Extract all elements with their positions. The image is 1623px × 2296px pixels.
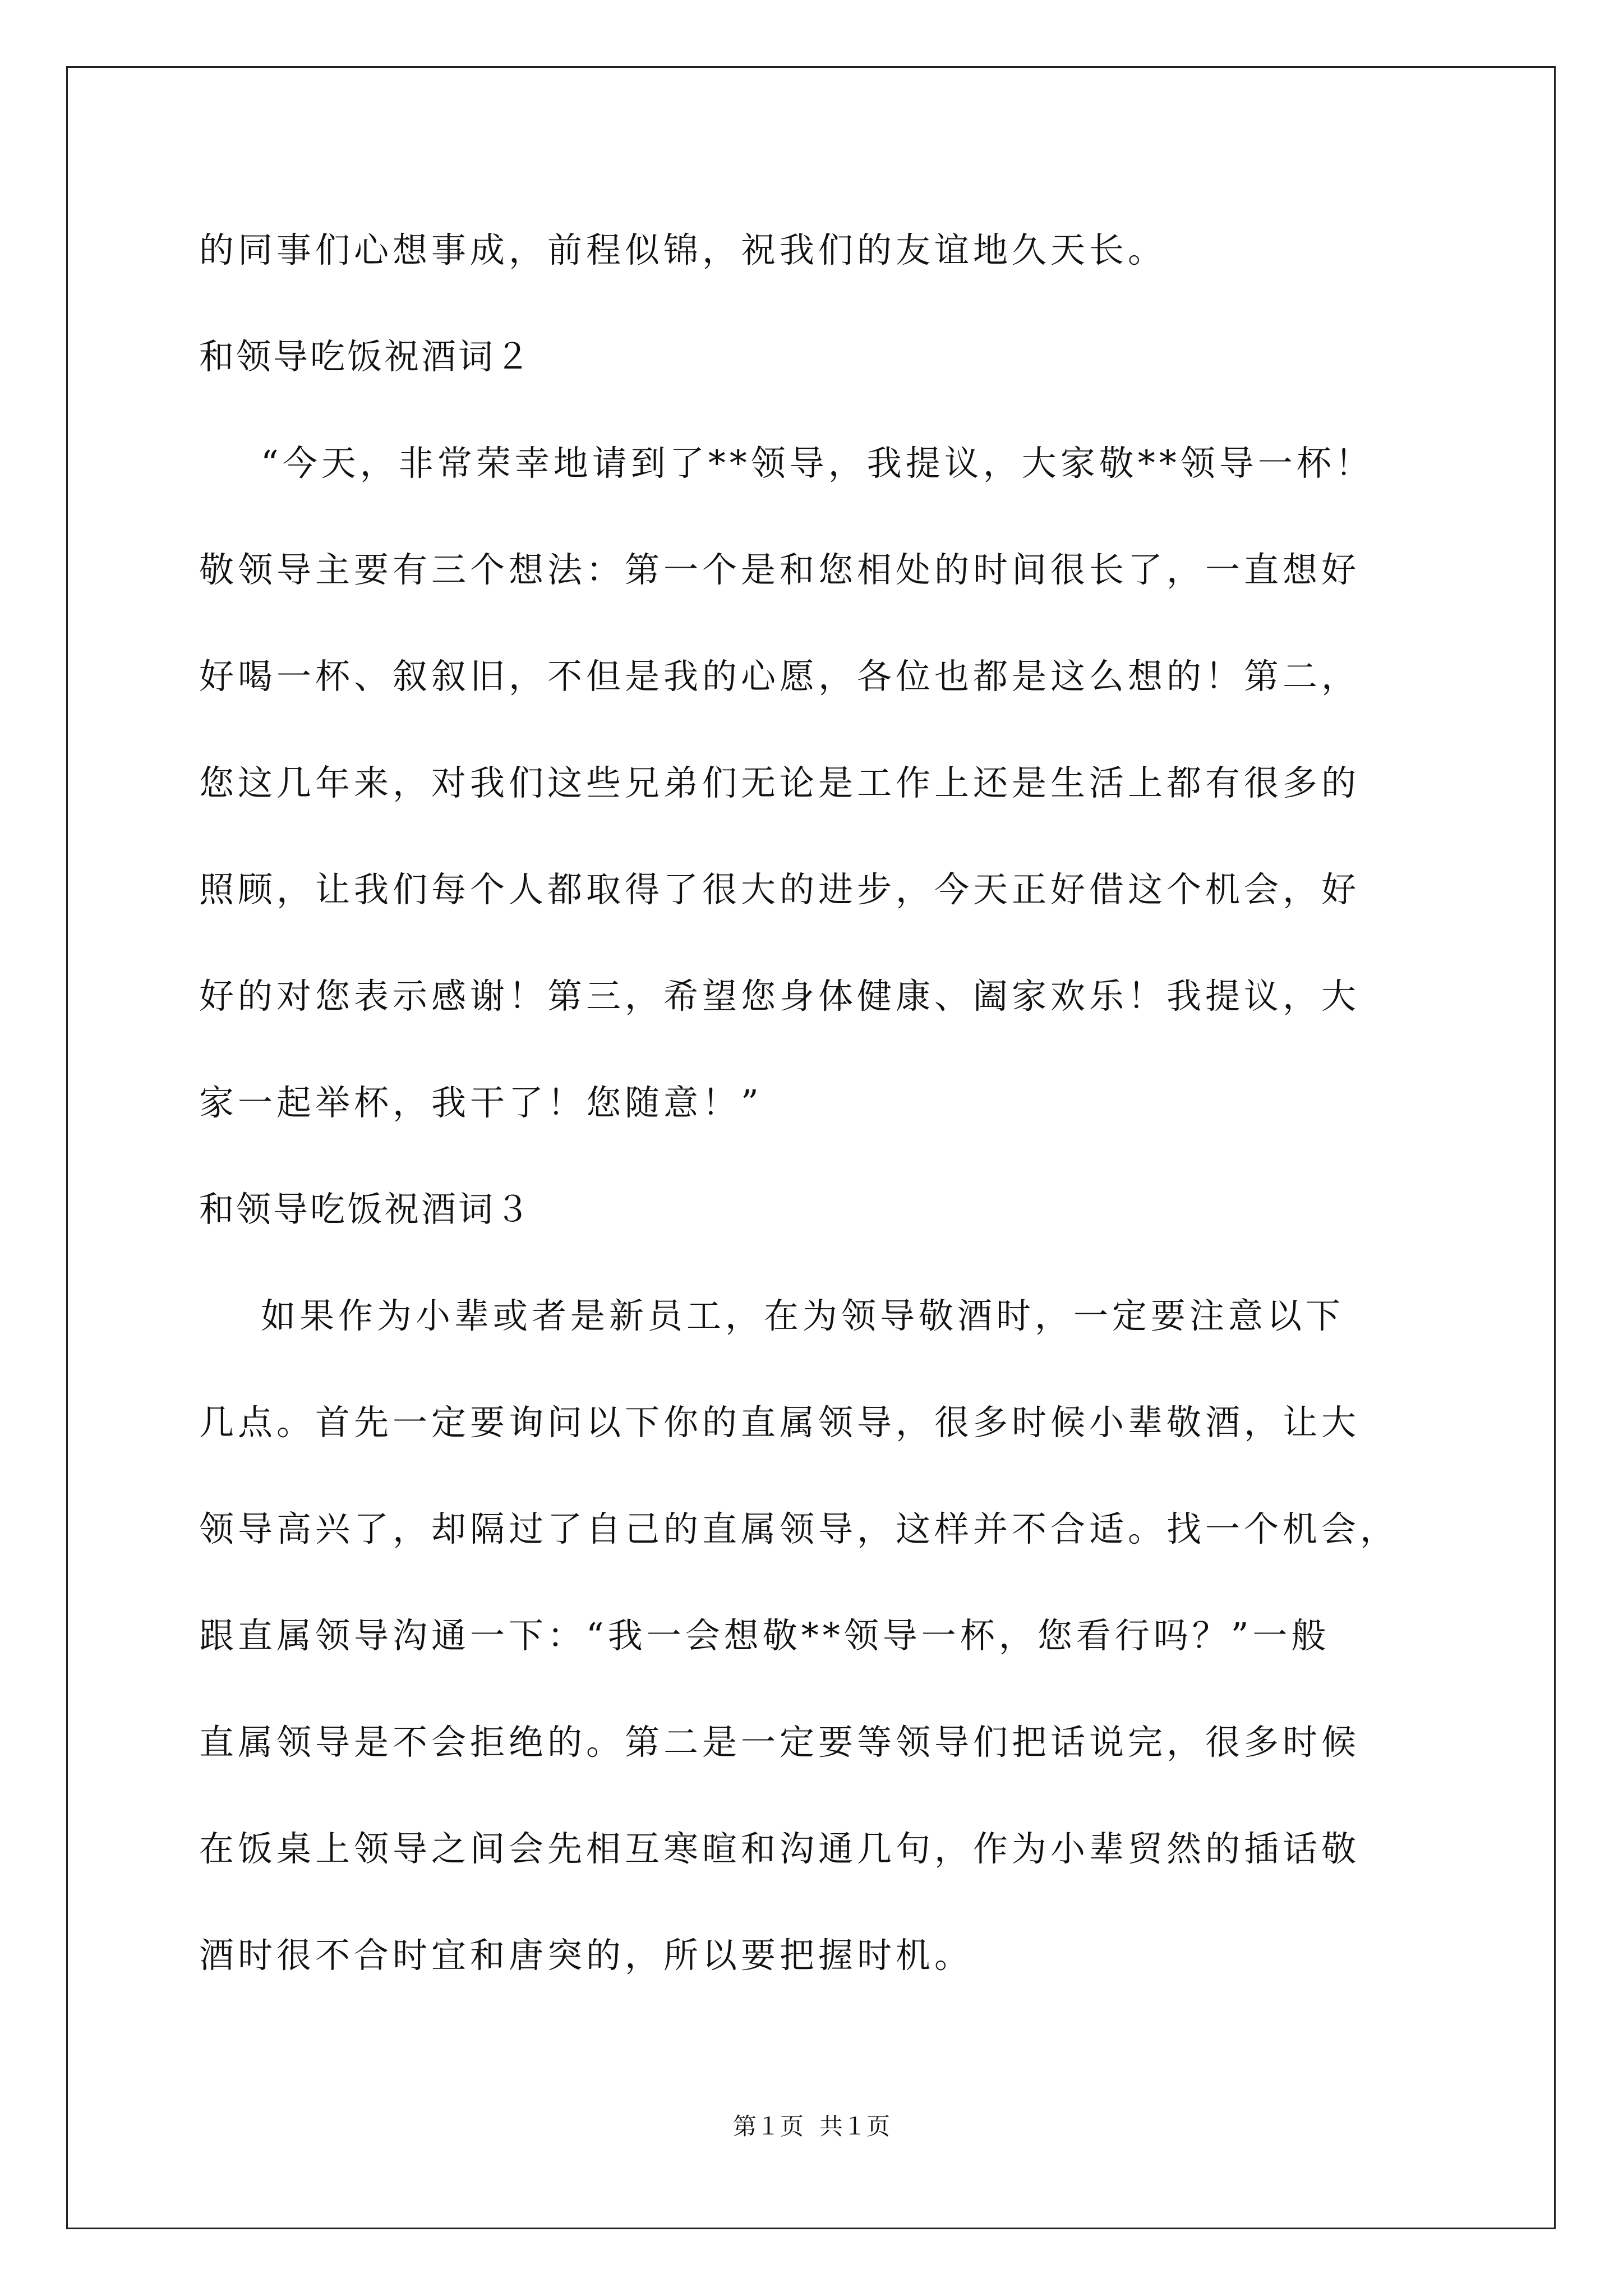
section-heading-3: 和领导吃饭祝酒词３ (199, 1189, 533, 1230)
body-line-16: 在饭桌上领导之间会先相互寒暄和沟通几句，作为小辈贸然的插话敬 (199, 1828, 1361, 1869)
body-line-12: 几点。首先一定要询问以下你的直属领导，很多时候小辈敬酒，让大 (199, 1402, 1361, 1443)
body-line-17: 酒时很不合时宜和唐突的，所以要把握时机。 (199, 1935, 974, 1976)
body-line-1: 的同事们心想事成，前程似锦，祝我们的友谊地久天长。 (199, 229, 1167, 270)
body-line-6: 您这几年来，对我们这些兄弟们无论是工作上还是生活上都有很多的 (199, 762, 1361, 803)
body-line-8: 好的对您表示感谢！第三，希望您身体健康、阖家欢乐！我提议，大 (199, 976, 1361, 1016)
body-line-13: 领导高兴了，却隔过了自己的直属领导，这样并不合适。找一个机会， (199, 1508, 1399, 1549)
body-line-9: 家一起举杯，我干了！您随意！” (199, 1082, 763, 1123)
page-footer (0, 2113, 1623, 2141)
body-line-4: 敬领导主要有三个想法：第一个是和您相处的时间很长了，一直想好 (199, 549, 1361, 590)
body-line-5: 好喝一杯、叙叙旧，不但是我的心愿，各位也都是这么想的！第二， (199, 656, 1361, 697)
body-line-11: 如果作为小辈或者是新员工，在为领导敬酒时，一定要注意以下 (261, 1295, 1345, 1336)
page-total: 共１页 (819, 2113, 891, 2140)
body-line-14: 跟直属领导沟通一下：“我一会想敬**领导一杯，您看行吗？”一般 (199, 1615, 1330, 1656)
page-border (66, 66, 1556, 2229)
page-number: 第１页 (732, 2113, 804, 2140)
section-heading-2: 和领导吃饭祝酒词２ (199, 336, 533, 377)
body-line-7: 照顾，让我们每个人都取得了很大的进步，今天正好借这个机会，好 (199, 869, 1361, 910)
body-line-3: “今天，非常荣幸地请到了**领导，我提议，大家敬**领导一杯！ (261, 443, 1374, 484)
body-line-15: 直属领导是不会拒绝的。第二是一定要等领导们把话说完，很多时候 (199, 1722, 1361, 1763)
